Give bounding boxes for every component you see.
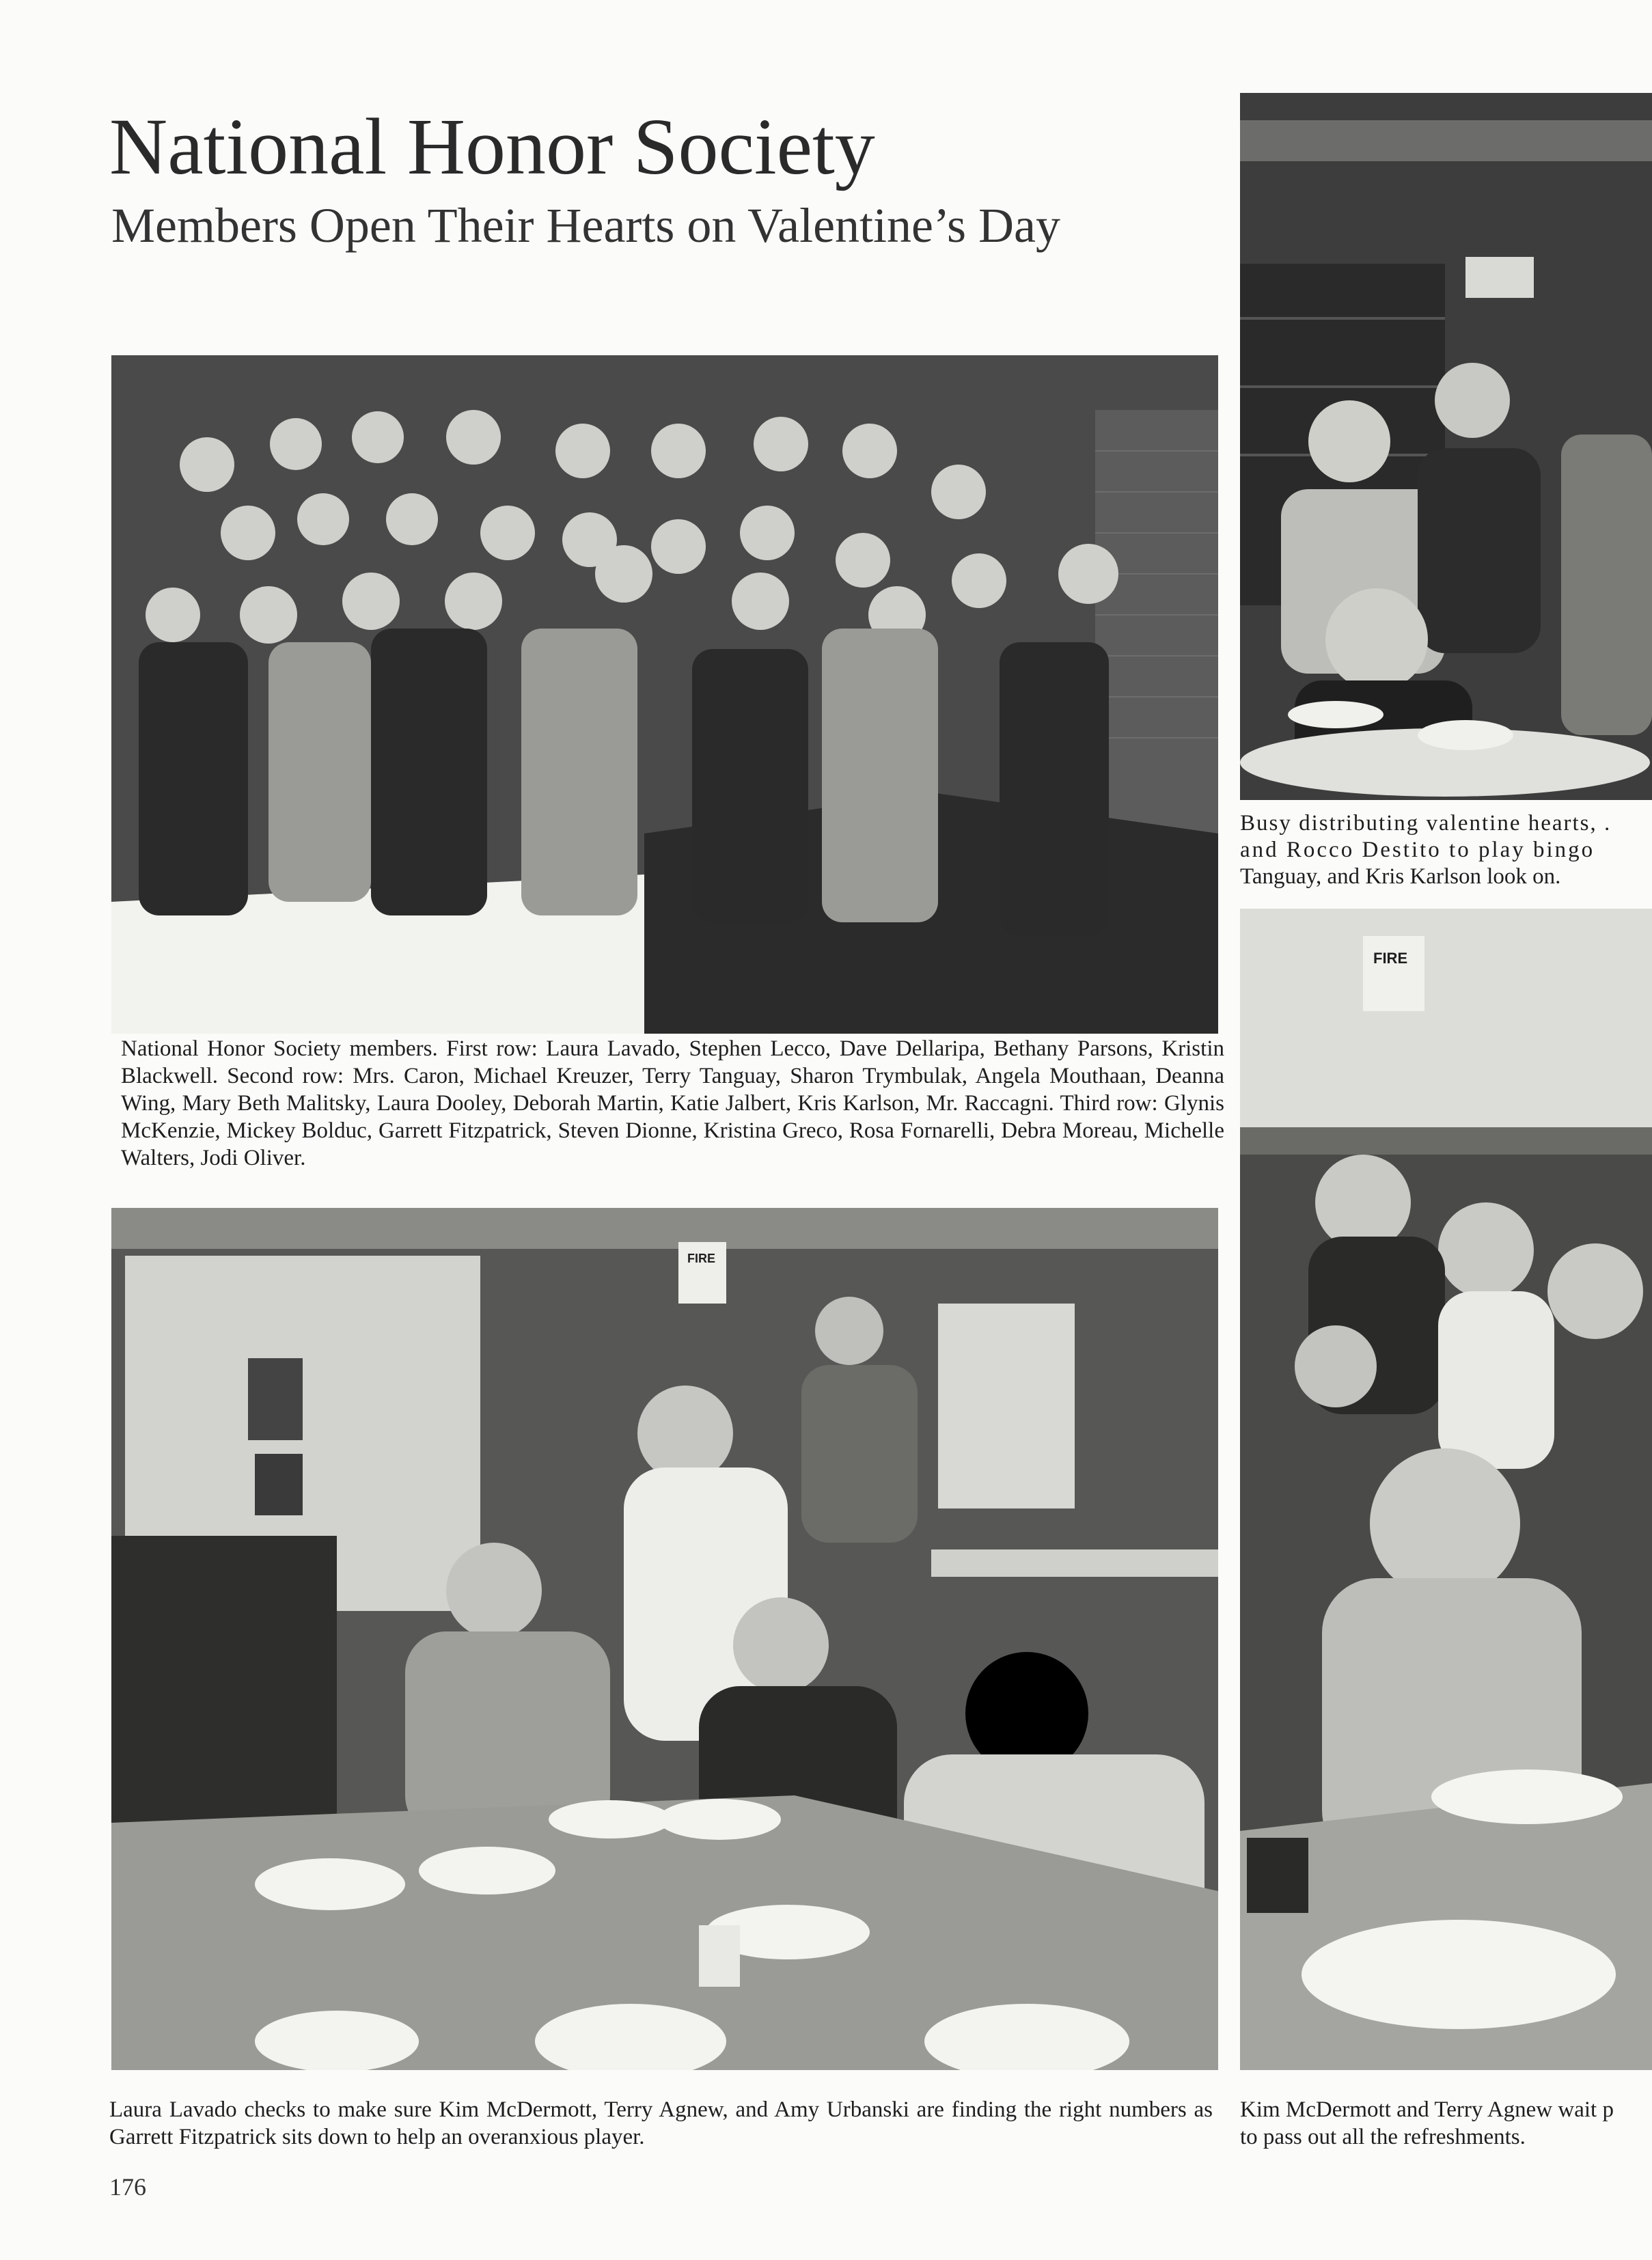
refreshments-photo: [1240, 909, 1652, 2070]
group-photo-caption: National Honor Society members. First row: Laura Lavado, Stephen Lecco, Dave Dellaripa, Bethany Parsons, Kristin Blackwell. Second row: Mrs. Caron, Michael Kreuzer, Terry Tanguay, Sharon Trymbulak, Angela Mouthaan, Deanna Wing, Mary Beth Malitsky, Laura Dooley, Deborah Martin, Katie Jalbert, Kris Karlson, Mr. Raccagni. Third row: Glynis McKenzie, Mickey Bolduc, Garrett Fitzpatrick, Steven Dionne, Kristina Greco, Rosa Fornarelli, Debra Moreau, Michelle Walters, Jodi Oliver.: [121, 1036, 1224, 1170]
page-number: 176: [109, 2173, 146, 2201]
top-right-caption-line3: Tanguay, and Kris Karlson look on.: [1240, 864, 1561, 889]
refreshments-fire-sign: FIRE: [1373, 950, 1408, 967]
bingo-photo: [111, 1208, 1218, 2070]
valentine-distribution-photo: [1240, 93, 1652, 800]
group-photo: [111, 355, 1218, 1034]
right-middle-caption-line1: Kim McDermott and Terry Agnew wait p: [1240, 2097, 1614, 2122]
bingo-photo-caption: Laura Lavado checks to make sure Kim McDermott, Terry Agnew, and Amy Urbanski are finding the right numbers as Garrett Fitzpatrick sits down to help an overanxious player.: [109, 2097, 1213, 2149]
top-right-caption-line1: Busy distributing valentine hearts, .: [1240, 811, 1612, 836]
top-right-caption-line2: and Rocco Destito to play bingo: [1240, 838, 1595, 862]
page-subtitle: Members Open Their Hearts on Valentine’s Day: [111, 198, 1060, 253]
right-middle-caption-line2: to pass out all the refreshments.: [1240, 2125, 1526, 2149]
page-title: National Honor Society: [109, 102, 875, 191]
bingo-fire-sign: FIRE: [687, 1252, 716, 1265]
